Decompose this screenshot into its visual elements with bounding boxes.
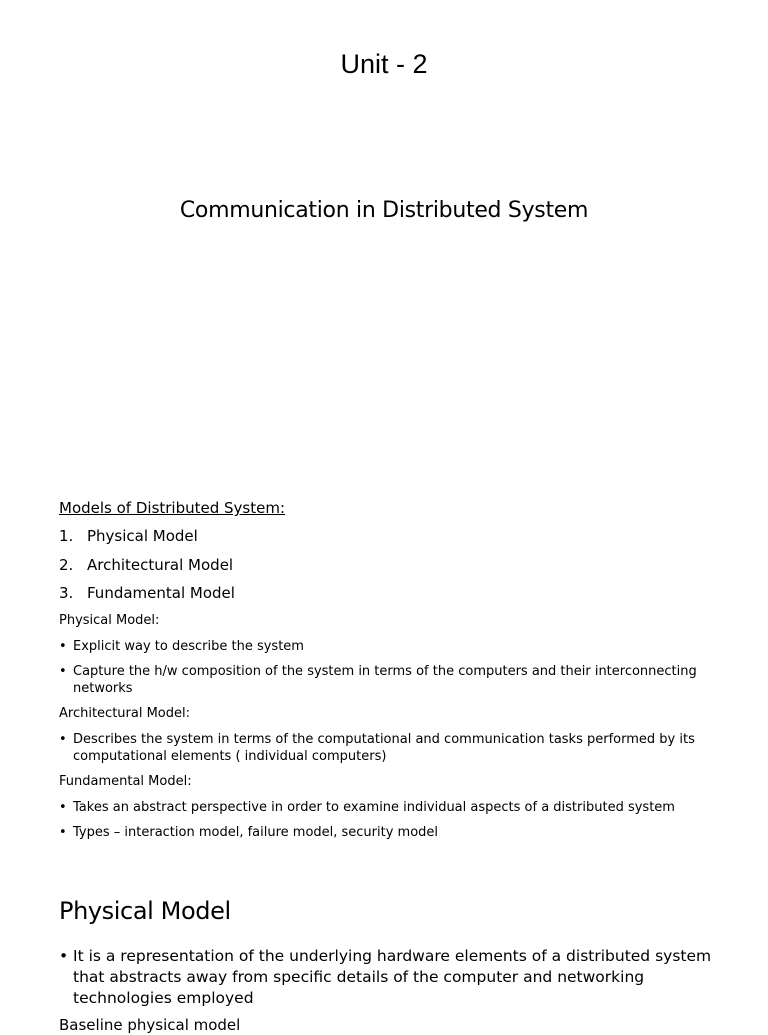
numbered-item: [59, 583, 235, 603]
numbered-item: [59, 555, 233, 575]
bullet-dot: •: [59, 800, 67, 815]
bullet-dot: •: [59, 639, 67, 654]
section-heading: Physical Model: [59, 897, 231, 925]
bullet-dot: •: [59, 664, 67, 679]
bullet-item: [59, 946, 739, 1009]
item-number: 1.: [59, 527, 74, 545]
cut-off-text: Baseline physical model: [59, 1016, 241, 1034]
physical-model-subheading: Physical Model:: [59, 613, 160, 628]
bullet-text: Capture the h/w composition of the system in terms of the computers and their interconnecting networks: [73, 664, 697, 696]
bullet-item: [59, 824, 709, 841]
bullet-text: Explicit way to describe the system: [73, 639, 304, 654]
item-label: Fundamental Model: [87, 584, 235, 602]
slide-subtitle: Communication in Distributed System: [179, 198, 589, 223]
architectural-model-subheading: Architectural Model:: [59, 706, 190, 721]
fundamental-model-subheading: Fundamental Model:: [59, 774, 192, 789]
bullet-dot: •: [59, 732, 67, 747]
numbered-item: [59, 526, 198, 546]
item-number: 3.: [59, 584, 74, 602]
bullet-dot: •: [59, 825, 67, 840]
bullet-item: [59, 663, 709, 697]
bullet-item: [59, 731, 709, 765]
item-label: Physical Model: [87, 527, 198, 545]
bullet-dot: •: [59, 947, 69, 965]
item-number: 2.: [59, 556, 74, 574]
item-label: Architectural Model: [87, 556, 234, 574]
unit-title: Unit - 2: [340, 49, 428, 79]
bullet-text: Takes an abstract perspective in order to examine individual aspects of a distributed system: [73, 800, 675, 815]
models-heading: Models of Distributed System:: [59, 499, 286, 517]
bullet-text: Types – interaction model, failure model, security model: [73, 825, 439, 840]
bullet-item: [59, 638, 709, 655]
bullet-text: It is a representation of the underlying hardware elements of a distributed system that abstracts away from specific details of the computer and networking technologies employed: [73, 947, 712, 1007]
bullet-item: [59, 799, 709, 816]
bullet-text: Describes the system in terms of the computational and communication tasks performed by its computational elements ( individual computers): [73, 732, 695, 764]
